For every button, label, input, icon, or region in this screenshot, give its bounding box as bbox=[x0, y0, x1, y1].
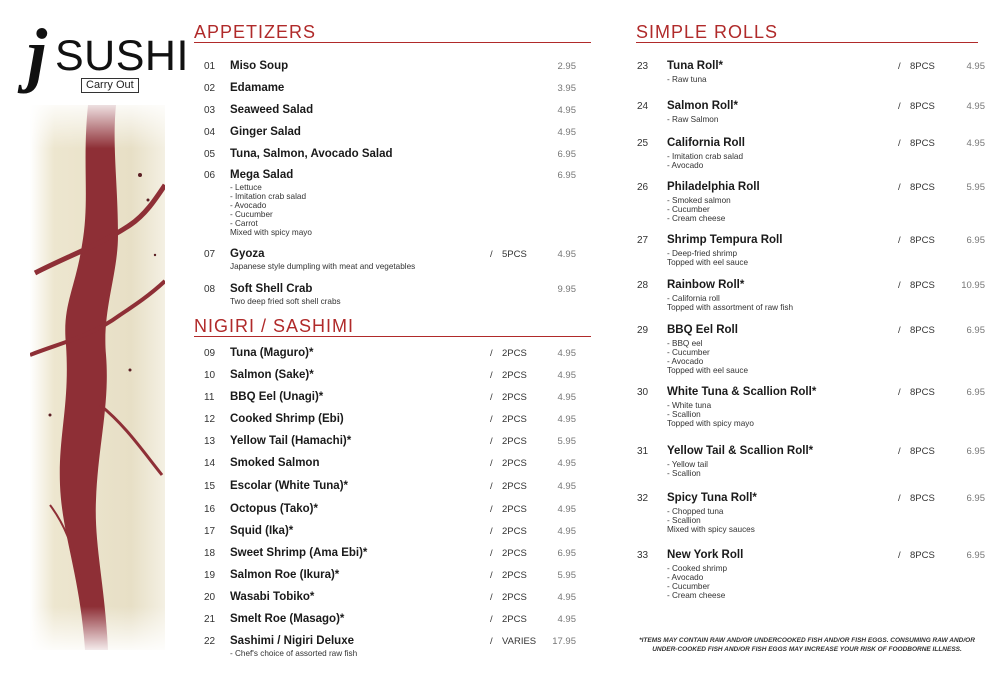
item-name: Gyoza bbox=[230, 248, 265, 260]
item-quantity: 2PCS bbox=[502, 504, 527, 515]
item-number: 04 bbox=[204, 127, 216, 138]
quantity-separator: / bbox=[490, 392, 493, 403]
item-price: 6.95 bbox=[966, 493, 985, 504]
item-quantity: 2PCS bbox=[502, 592, 527, 603]
item-quantity: 2PCS bbox=[502, 526, 527, 537]
item-description: - BBQ eel - Cucumber - Avocado Topped with eel sauce bbox=[667, 339, 749, 375]
item-name: Philadelphia Roll bbox=[667, 181, 760, 193]
item-description: - Yellow tail - Scallion bbox=[667, 460, 708, 478]
logo bbox=[25, 14, 189, 94]
item-number: 25 bbox=[637, 138, 649, 149]
item-price: 4.95 bbox=[966, 61, 985, 72]
item-quantity: 2PCS bbox=[502, 392, 527, 403]
item-name: Rainbow Roll* bbox=[667, 279, 745, 291]
item-number: 07 bbox=[204, 249, 216, 260]
item-quantity: 2PCS bbox=[502, 458, 527, 469]
item-name: BBQ Eel Roll bbox=[667, 324, 738, 336]
section-rule-simple-rolls bbox=[636, 42, 978, 43]
item-number: 15 bbox=[204, 481, 216, 492]
item-quantity: 5PCS bbox=[502, 249, 527, 260]
item-price: 4.95 bbox=[557, 392, 576, 403]
section-rule-appetizers bbox=[194, 42, 591, 43]
item-quantity: 8PCS bbox=[910, 446, 935, 457]
item-quantity: 2PCS bbox=[502, 348, 527, 359]
item-number: 31 bbox=[637, 446, 649, 457]
item-description: - Raw Salmon bbox=[667, 115, 719, 124]
item-name: Edamame bbox=[230, 82, 285, 94]
quantity-separator: / bbox=[490, 348, 493, 359]
item-price: 5.95 bbox=[557, 570, 576, 581]
item-name: Sweet Shrimp (Ama Ebi)* bbox=[230, 547, 368, 559]
quantity-separator: / bbox=[490, 414, 493, 425]
quantity-separator: / bbox=[490, 504, 493, 515]
logo-initial: j bbox=[27, 14, 48, 94]
item-quantity: 8PCS bbox=[910, 387, 935, 398]
quantity-separator: / bbox=[898, 138, 901, 149]
item-number: 26 bbox=[637, 182, 649, 193]
item-quantity: 8PCS bbox=[910, 101, 935, 112]
section-rule-nigiri bbox=[194, 336, 591, 337]
item-name: Sashimi / Nigiri Deluxe bbox=[230, 635, 354, 647]
quantity-separator: / bbox=[490, 370, 493, 381]
quantity-separator: / bbox=[898, 61, 901, 72]
quantity-separator: / bbox=[898, 493, 901, 504]
item-name: Seaweed Salad bbox=[230, 104, 314, 116]
quantity-separator: / bbox=[490, 249, 493, 260]
item-name: Squid (Ika)* bbox=[230, 525, 294, 537]
item-price: 10.95 bbox=[961, 280, 985, 291]
item-name: Tuna (Maguro)* bbox=[230, 347, 314, 359]
item-price: 5.95 bbox=[966, 182, 985, 193]
item-description: - Smoked salmon - Cucumber - Cream cheese bbox=[667, 196, 731, 223]
item-price: 4.95 bbox=[557, 504, 576, 515]
item-number: 24 bbox=[637, 101, 649, 112]
item-number: 27 bbox=[637, 235, 649, 246]
quantity-separator: / bbox=[898, 182, 901, 193]
quantity-separator: / bbox=[490, 570, 493, 581]
item-name: BBQ Eel (Unagi)* bbox=[230, 391, 324, 403]
section-title-appetizers: APPETIZERS bbox=[194, 22, 317, 42]
item-price: 4.95 bbox=[557, 481, 576, 492]
item-number: 18 bbox=[204, 548, 216, 559]
item-description: - Raw tuna bbox=[667, 75, 707, 84]
item-name: Tuna, Salmon, Avocado Salad bbox=[230, 148, 393, 160]
quantity-separator: / bbox=[490, 436, 493, 447]
quantity-separator: / bbox=[898, 446, 901, 457]
item-quantity: 8PCS bbox=[910, 493, 935, 504]
item-price: 6.95 bbox=[966, 235, 985, 246]
item-name: Smelt Roe (Masago)* bbox=[230, 613, 345, 625]
item-quantity: 2PCS bbox=[502, 436, 527, 447]
item-quantity: VARIES bbox=[502, 636, 537, 647]
item-name: White Tuna & Scallion Roll* bbox=[667, 386, 817, 398]
item-price: 4.95 bbox=[557, 526, 576, 537]
item-number: 06 bbox=[204, 170, 216, 181]
item-quantity: 8PCS bbox=[910, 182, 935, 193]
item-quantity: 8PCS bbox=[910, 280, 935, 291]
item-quantity: 2PCS bbox=[502, 548, 527, 559]
sauce-artwork bbox=[30, 105, 165, 650]
item-price: 9.95 bbox=[557, 284, 576, 295]
quantity-separator: / bbox=[490, 614, 493, 625]
quantity-separator: / bbox=[490, 458, 493, 469]
item-quantity: 8PCS bbox=[910, 325, 935, 336]
item-name: Wasabi Tobiko* bbox=[230, 591, 315, 603]
item-name: Mega Salad bbox=[230, 169, 294, 181]
quantity-separator: / bbox=[490, 481, 493, 492]
item-price: 3.95 bbox=[557, 83, 576, 94]
item-price: 6.95 bbox=[557, 170, 576, 181]
quantity-separator: / bbox=[898, 550, 901, 561]
item-quantity: 2PCS bbox=[502, 570, 527, 581]
item-number: 23 bbox=[637, 61, 649, 72]
item-name: Ginger Salad bbox=[230, 126, 301, 138]
item-number: 28 bbox=[637, 280, 649, 291]
item-name: Yellow Tail & Scallion Roll* bbox=[667, 445, 814, 457]
item-number: 10 bbox=[204, 370, 216, 381]
item-description: - Chef's choice of assorted raw fish bbox=[230, 649, 358, 658]
quantity-separator: / bbox=[898, 280, 901, 291]
item-name: Salmon Roe (Ikura)* bbox=[230, 569, 340, 581]
quantity-separator: / bbox=[490, 636, 493, 647]
quantity-separator: / bbox=[898, 325, 901, 336]
item-name: Tuna Roll* bbox=[667, 60, 724, 72]
item-name: New York Roll bbox=[667, 549, 744, 561]
item-number: 12 bbox=[204, 414, 216, 425]
item-number: 02 bbox=[204, 83, 216, 94]
item-number: 22 bbox=[204, 636, 216, 647]
item-number: 32 bbox=[637, 493, 649, 504]
item-price: 5.95 bbox=[557, 436, 576, 447]
item-price: 2.95 bbox=[557, 61, 576, 72]
item-number: 20 bbox=[204, 592, 216, 603]
item-quantity: 2PCS bbox=[502, 614, 527, 625]
item-description: Japanese style dumpling with meat and vegetables bbox=[230, 262, 416, 271]
item-description: - Lettuce - Imitation crab salad - Avocado - Cucumber - Carrot Mixed with spicy mayo bbox=[230, 183, 312, 237]
quantity-separator: / bbox=[898, 387, 901, 398]
item-price: 17.95 bbox=[552, 636, 576, 647]
item-price: 4.95 bbox=[557, 105, 576, 116]
item-number: 30 bbox=[637, 387, 649, 398]
item-price: 6.95 bbox=[557, 548, 576, 559]
item-name: Shrimp Tempura Roll bbox=[667, 234, 783, 246]
item-description: - Imitation crab salad - Avocado bbox=[667, 152, 743, 170]
item-name: Soft Shell Crab bbox=[230, 283, 313, 295]
quantity-separator: / bbox=[490, 548, 493, 559]
item-number: 09 bbox=[204, 348, 216, 359]
logo-name: SUSHI bbox=[55, 32, 189, 80]
item-price: 6.95 bbox=[966, 325, 985, 336]
item-number: 21 bbox=[204, 614, 216, 625]
item-name: California Roll bbox=[667, 137, 745, 149]
item-quantity: 8PCS bbox=[910, 550, 935, 561]
item-price: 4.95 bbox=[557, 614, 576, 625]
item-price: 4.95 bbox=[966, 138, 985, 149]
item-price: 4.95 bbox=[557, 370, 576, 381]
item-quantity: 2PCS bbox=[502, 481, 527, 492]
item-number: 29 bbox=[637, 325, 649, 336]
item-number: 11 bbox=[204, 392, 215, 403]
item-number: 05 bbox=[204, 149, 216, 160]
consumer-advisory: *ITEMS MAY CONTAIN RAW AND/OR UNDERCOOKED FISH AND/OR FISH EGGS. CONSUMING RAW AND/OR UNDER-COOKED FISH AND/OR FISH EGGS MAY INCREASE YOUR RISK OF FOODBORNE ILLNESS. bbox=[639, 637, 975, 653]
item-number: 13 bbox=[204, 436, 216, 447]
quantity-separator: / bbox=[490, 526, 493, 537]
item-quantity: 2PCS bbox=[502, 414, 527, 425]
item-name: Yellow Tail (Hamachi)* bbox=[230, 435, 352, 447]
item-description: - California roll Topped with assortment of raw fish bbox=[667, 294, 794, 312]
item-price: 4.95 bbox=[557, 348, 576, 359]
item-quantity: 8PCS bbox=[910, 235, 935, 246]
item-price: 4.95 bbox=[557, 414, 576, 425]
item-description: - Cooked shrimp - Avocado - Cucumber - Cream cheese bbox=[667, 564, 728, 600]
section-title-simple-rolls: SIMPLE ROLLS bbox=[636, 22, 779, 42]
item-price: 4.95 bbox=[557, 127, 576, 138]
item-description: - White tuna - Scallion Topped with spicy mayo bbox=[667, 401, 754, 428]
quantity-separator: / bbox=[490, 592, 493, 603]
quantity-separator: / bbox=[898, 101, 901, 112]
item-quantity: 2PCS bbox=[502, 370, 527, 381]
item-name: Miso Soup bbox=[230, 60, 289, 72]
item-description: - Chopped tuna - Scallion Mixed with spicy sauces bbox=[667, 507, 755, 534]
item-quantity: 8PCS bbox=[910, 138, 935, 149]
item-price: 4.95 bbox=[557, 592, 576, 603]
item-price: 6.95 bbox=[966, 446, 985, 457]
item-description: Two deep fried soft shell crabs bbox=[230, 297, 341, 306]
item-number: 16 bbox=[204, 504, 216, 515]
item-name: Salmon Roll* bbox=[667, 100, 738, 112]
item-number: 08 bbox=[204, 284, 216, 295]
item-number: 14 bbox=[204, 458, 216, 469]
item-price: 6.95 bbox=[966, 550, 985, 561]
item-name: Cooked Shrimp (Ebi) bbox=[230, 413, 344, 425]
item-name: Octopus (Tako)* bbox=[230, 503, 318, 515]
item-price: 6.95 bbox=[557, 149, 576, 160]
section-title-nigiri: NIGIRI / SASHIMI bbox=[194, 316, 355, 336]
quantity-separator: / bbox=[898, 235, 901, 246]
item-price: 4.95 bbox=[966, 101, 985, 112]
item-number: 33 bbox=[637, 550, 649, 561]
item-quantity: 8PCS bbox=[910, 61, 935, 72]
item-number: 19 bbox=[204, 570, 216, 581]
item-name: Smoked Salmon bbox=[230, 457, 320, 469]
logo-tagline: Carry Out bbox=[81, 78, 139, 93]
item-price: 4.95 bbox=[557, 458, 576, 469]
item-name: Escolar (White Tuna)* bbox=[230, 480, 348, 492]
item-number: 17 bbox=[204, 526, 216, 537]
item-name: Spicy Tuna Roll* bbox=[667, 492, 757, 504]
item-price: 6.95 bbox=[966, 387, 985, 398]
item-price: 4.95 bbox=[557, 249, 576, 260]
item-number: 03 bbox=[204, 105, 216, 116]
item-number: 01 bbox=[204, 61, 216, 72]
item-name: Salmon (Sake)* bbox=[230, 369, 314, 381]
item-description: - Deep-fried shrimp Topped with eel sauce bbox=[667, 249, 749, 267]
